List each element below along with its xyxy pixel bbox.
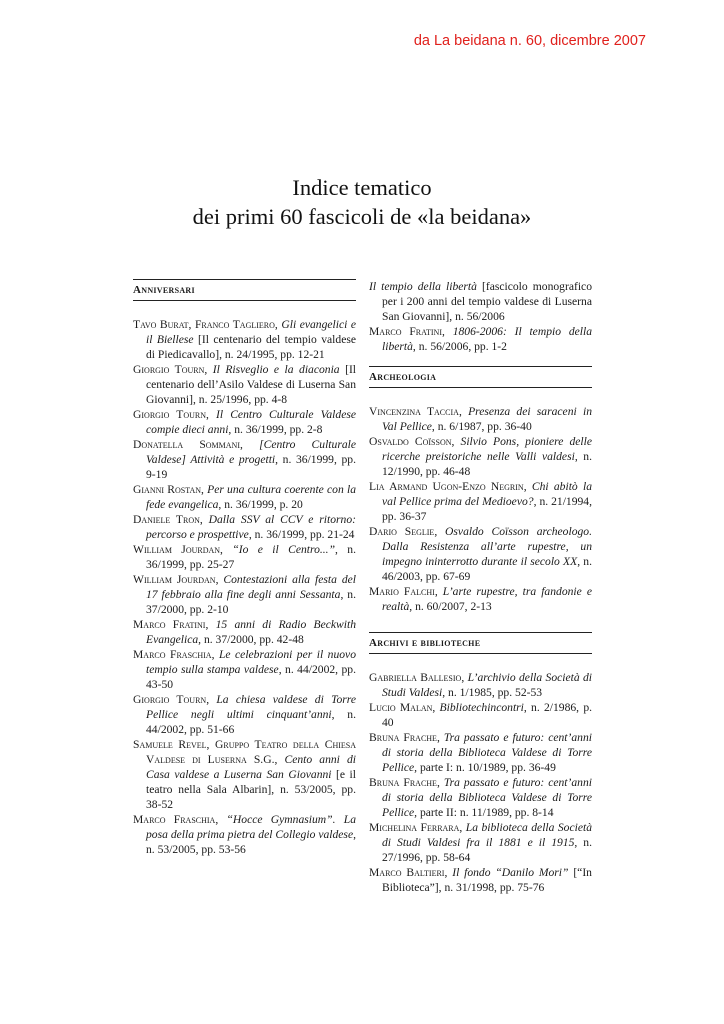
entry-author: Giorgio Tourn <box>133 363 205 376</box>
entry-author: Donatella Sommani <box>133 438 240 451</box>
entry-author: Gianni Rostan <box>133 483 201 496</box>
index-entry: Marco Fraschia, Le celebrazioni per il nuovo tempio sulla stampa valdese, n. 44/2002, pp. 43-50 <box>133 648 356 691</box>
entry-author: Lucio Malan <box>369 701 433 714</box>
entry-title: Presenza dei saraceni in Val Pellice <box>382 405 592 433</box>
entry-title: La biblioteca della Società di Studi Valdesi fra il 1881 e il 1915 <box>382 821 592 849</box>
entry-citation: [Il centenario del tempio valdese di Piedicavallo], n. 24/1995, pp. 12-21 <box>146 333 356 361</box>
entry-citation: , n. 37/2000, pp. 42-48 <box>198 633 304 646</box>
entry-citation: , n. 56/2006, pp. 1-2 <box>412 340 507 353</box>
index-entry <box>369 279 592 324</box>
entry-author: Marco Baltieri <box>369 866 445 879</box>
section-heading: Anniversari <box>133 279 356 301</box>
entry-citation: parte II: n. 11/1989, pp. 8-14 <box>417 806 554 819</box>
entry-list <box>133 317 356 857</box>
entry-title: Osvaldo Coïsson archeologo. Dalla Resistenza all’arte rupestre, un impegno ininterrotto durante il secolo XX <box>382 525 592 568</box>
entry-title: Silvio Pons, pioniere delle ricerche preistoriche nelle Valli valdesi <box>382 435 593 463</box>
index-entry: William Jourdan, Contestazioni alla festa del 17 febbraio alla fine degli anni Sessanta, n. 37/2000, pp. 2-10 <box>133 573 356 616</box>
entry-author: Daniele Tron <box>133 513 200 526</box>
entry-author: Dario Seglie <box>369 525 435 538</box>
index-entry: Tavo Burat, Franco Tagliero, Gli evangelici e il Biellese [Il centenario del tempio valdese di Piedicavallo], n. 24/1995, pp. 12-21 <box>133 318 357 361</box>
entry-citation: [fascicolo monografico per i 200 anni del tempio valdese di Luserna San Giovanni], n. 56/2006 <box>382 280 592 323</box>
entry-list <box>369 404 592 614</box>
index-entry: Gabriella Ballesio, L’archivio della Società di Studi Valdesi, n. 1/1985, pp. 52-53 <box>369 671 593 699</box>
source-note: da La beidana n. 60, dicembre 2007 <box>413 33 646 49</box>
index-entry: Bruna Frache, Tra passato e futuro: cent’anni di storia della Biblioteca Valdese di Torre Pellice, parte II: n. 11/1989, pp. 8-14 <box>369 776 592 819</box>
page-title <box>0 173 724 231</box>
entry-citation: , n. 36/1999, p. 20 <box>218 498 303 511</box>
section-archeologia <box>369 366 592 614</box>
entry-title: Gli evangelici e il Biellese <box>146 318 357 346</box>
entry-citation: , n. 60/2007, 2-13 <box>409 600 492 613</box>
entry-author: Marco Fraschia <box>133 813 216 826</box>
entry-citation: , n. 2/1986, p. 40 <box>382 701 593 729</box>
entry-author: William Jourdan <box>133 543 221 556</box>
entry-citation: [e il teatro nella Sala Albarin], n. 53/2005, pp. 38-52 <box>146 768 356 811</box>
index-entry: Vincenzina Taccia, Presenza dei saraceni in Val Pellice, n. 6/1987, pp. 36-40 <box>369 405 592 433</box>
entry-author: Vincenzina Taccia <box>369 405 459 418</box>
section-anniversari <box>133 279 356 857</box>
entry-title: Le celebrazioni per il nuovo tempio sulla stampa valdese <box>146 648 356 676</box>
entry-title: Tra passato e futuro: cent’anni di storia della Biblioteca Valdese di Torre Pellice, <box>382 776 592 819</box>
entry-citation: , n. 46/2003, pp. 67-69 <box>382 555 592 583</box>
index-entry: William Jourdan, “Io e il Centro...”, n. 36/1999, pp. 25-27 <box>133 543 356 571</box>
section-heading: Archeologia <box>369 366 592 388</box>
entry-author: William Jourdan <box>133 573 216 586</box>
index-entry: Giorgio Tourn, Il Risveglio e la diaconia [Il centenario dell’Asilo Valdese di Luserna San Giovanni], n. 25/1996, pp. 4-8 <box>133 363 357 406</box>
title-line-1: Indice tematico <box>292 175 432 200</box>
entry-author: Bruna Frache <box>369 776 437 789</box>
entry-author: Bruna Frache <box>369 731 437 744</box>
entry-citation: , n. 36/1999, pp. 9-19 <box>146 453 356 481</box>
entry-citation: [Il centenario dell’Asilo Valdese di Luserna San Giovanni], n. 25/1996, pp. 4-8 <box>146 363 357 406</box>
entry-title: Dalla SSV al CCV e ritorno: percorso e prospettive <box>146 513 357 541</box>
index-entry: Marco Fratini, 1806-2006: Il tempio della libertà, n. 56/2006, pp. 1-2 <box>369 325 592 353</box>
entry-title: “Hocce Gymnasium”. La posa della prima pietra del Collegio valdese <box>146 813 356 841</box>
entry-title: [Centro Culturale Valdese] Attività e progetti <box>146 438 356 466</box>
left-column <box>133 279 356 865</box>
index-entry: Osvaldo Coïsson, Silvio Pons, pioniere delle ricerche preistoriche nelle Valli valdesi, n. 12/1990, pp. 46-48 <box>369 435 593 478</box>
entry-title: Il Risveglio e la diaconia <box>212 363 340 376</box>
entry-author: Michelina Ferrara <box>369 821 460 834</box>
entry-citation: parte I: n. 10/1989, pp. 36-49 <box>417 761 556 774</box>
entry-title: L’arte rupestre, tra fandonie e realtà <box>382 585 592 613</box>
section-heading: Archivi e biblioteche <box>369 632 592 654</box>
entry-author: Gabriella Ballesio <box>369 671 462 684</box>
entry-title: Il Centro Culturale Valdese compie dieci anni <box>146 408 357 436</box>
index-entry: Samuele Revel, Gruppo Teatro della Chiesa Valdese di Luserna S.G., Cento anni di Casa valdese a Luserna San Giovanni [e il teatro nella Sala Albarin], n. 53/2005, pp. 38-52 <box>133 738 357 811</box>
entry-citation: , n. 44/2002, pp. 51-66 <box>146 708 356 736</box>
index-entry: Marco Fratini, 15 anni di Radio Beckwith Evangelica, n. 37/2000, pp. 42-48 <box>133 618 356 646</box>
entry-author: Samuele Revel, Gruppo Teatro della Chiesa Valdese di Luserna S.G. <box>133 738 356 766</box>
entry-author: Lia Armand Ugon-Enzo Negrin <box>369 480 524 493</box>
index-entry: Gianni Rostan, Per una cultura coerente con la fede evangelica, n. 36/1999, p. 20 <box>133 483 356 511</box>
entry-citation: [“In Biblioteca”], n. 31/1998, pp. 75-76 <box>382 866 592 894</box>
entry-citation: , n. 6/1987, pp. 36-40 <box>431 420 532 433</box>
index-entry: Bruna Frache, Tra passato e futuro: cent’anni di storia della Biblioteca Valdese di Torre Pellice, parte I: n. 10/1989, pp. 36-49 <box>369 731 592 774</box>
entry-citation: , n. 36/1999, pp. 25-27 <box>146 543 356 571</box>
entry-citation: , n. 27/1996, pp. 58-64 <box>382 836 592 864</box>
entry-citation: , n. 53/2005, pp. 53-56 <box>146 828 356 856</box>
index-entry: Marco Fraschia, “Hocce Gymnasium”. La posa della prima pietra del Collegio valdese, n. 53/2005, pp. 53-56 <box>133 813 356 856</box>
index-entry: Donatella Sommani, [Centro Culturale Valdese] Attività e progetti, n. 36/1999, pp. 9-19 <box>133 438 356 481</box>
entry-author: Marco Fratini <box>369 325 442 338</box>
index-entry: Marco Baltieri, Il fondo “Danilo Mori” [“In Biblioteca”], n. 31/1998, pp. 75-76 <box>369 866 592 894</box>
entry-citation: , n. 44/2002, pp. 43-50 <box>146 663 356 691</box>
index-entry: Giorgio Tourn, Il Centro Culturale Valdese compie dieci anni, n. 36/1999, pp. 2-8 <box>133 408 357 436</box>
index-entry: Michelina Ferrara, La biblioteca della Società di Studi Valdesi fra il 1881 e il 1915, n. 27/1996, pp. 58-64 <box>369 821 592 864</box>
index-entry: Lia Armand Ugon-Enzo Negrin, Chi abitò la val Pellice prima del Medioevo?, n. 21/1994, pp. 36-37 <box>369 480 592 523</box>
entry-title: Il tempio della libertà <box>369 280 477 293</box>
entry-citation: , n. 36/1999, pp. 2-8 <box>228 423 323 436</box>
index-entry: Daniele Tron, Dalla SSV al CCV e ritorno: percorso e prospettive, n. 36/1999, pp. 21-24 <box>133 513 357 541</box>
entry-citation: , n. 36/1999, pp. 21-24 <box>248 528 355 541</box>
entry-citation: , n. 12/1990, pp. 46-48 <box>382 450 593 478</box>
entry-author: Giorgio Tourn <box>133 693 207 706</box>
entry-list-continued <box>369 279 592 354</box>
index-entry: Dario Seglie, Osvaldo Coïsson archeologo. Dalla Resistenza all’arte rupestre, un impegno ininterrotto durante il secolo XX, n. 46/2003, pp. 67-69 <box>369 525 592 583</box>
index-entry: Giorgio Tourn, La chiesa valdese di Torre Pellice negli ultimi cinquant’anni, n. 44/2002, pp. 51-66 <box>133 693 356 736</box>
entry-title: La chiesa valdese di Torre Pellice negli ultimi cinquant’anni <box>146 693 356 721</box>
entry-author: Marco Fraschia <box>133 648 212 661</box>
entry-title: 1806-2006: Il tempio della libertà <box>382 325 592 353</box>
right-column <box>369 279 592 913</box>
entry-title: Tra passato e futuro: cent’anni di storia della Biblioteca Valdese di Torre Pellice, <box>382 731 592 774</box>
entry-title: Per una cultura coerente con la fede evangelica <box>146 483 356 511</box>
entry-citation: , n. 1/1985, pp. 52-53 <box>442 686 543 699</box>
entry-author: Mario Falchi <box>369 585 435 598</box>
index-entry: Lucio Malan, Bibliotechincontri, n. 2/1986, p. 40 <box>369 701 593 729</box>
entry-title: Bibliotechincontri <box>439 701 524 714</box>
entry-citation: , n. 37/2000, pp. 2-10 <box>146 588 356 616</box>
entry-list <box>369 670 592 895</box>
entry-author: Tavo Burat, Franco Tagliero <box>133 318 275 331</box>
entry-citation: , n. 21/1994, pp. 36-37 <box>382 495 592 523</box>
entry-author: Giorgio Tourn <box>133 408 207 421</box>
entry-title: Il fondo “Danilo Mori” <box>452 866 569 879</box>
entry-title: 15 anni di Radio Beckwith Evangelica <box>146 618 356 646</box>
entry-title: L’archivio della Società di Studi Valdesi <box>382 671 593 699</box>
title-line-2: dei primi 60 fascicoli de «la beidana» <box>192 204 532 229</box>
section-archivi-biblioteche <box>369 632 592 895</box>
entry-author: Marco Fratini <box>133 618 206 631</box>
entry-title: “Io e il Centro...” <box>232 543 336 556</box>
index-entry: Mario Falchi, L’arte rupestre, tra fandonie e realtà, n. 60/2007, 2-13 <box>369 585 592 613</box>
entry-title: Contestazioni alla festa del 17 febbraio alla fine degli anni Sessanta <box>146 573 356 601</box>
entry-author: Osvaldo Coïsson <box>369 435 452 448</box>
entry-title: Cento anni di Casa valdese a Luserna San Giovanni <box>146 753 357 781</box>
entry-title: Chi abitò la val Pellice prima del Medioevo? <box>382 480 592 508</box>
